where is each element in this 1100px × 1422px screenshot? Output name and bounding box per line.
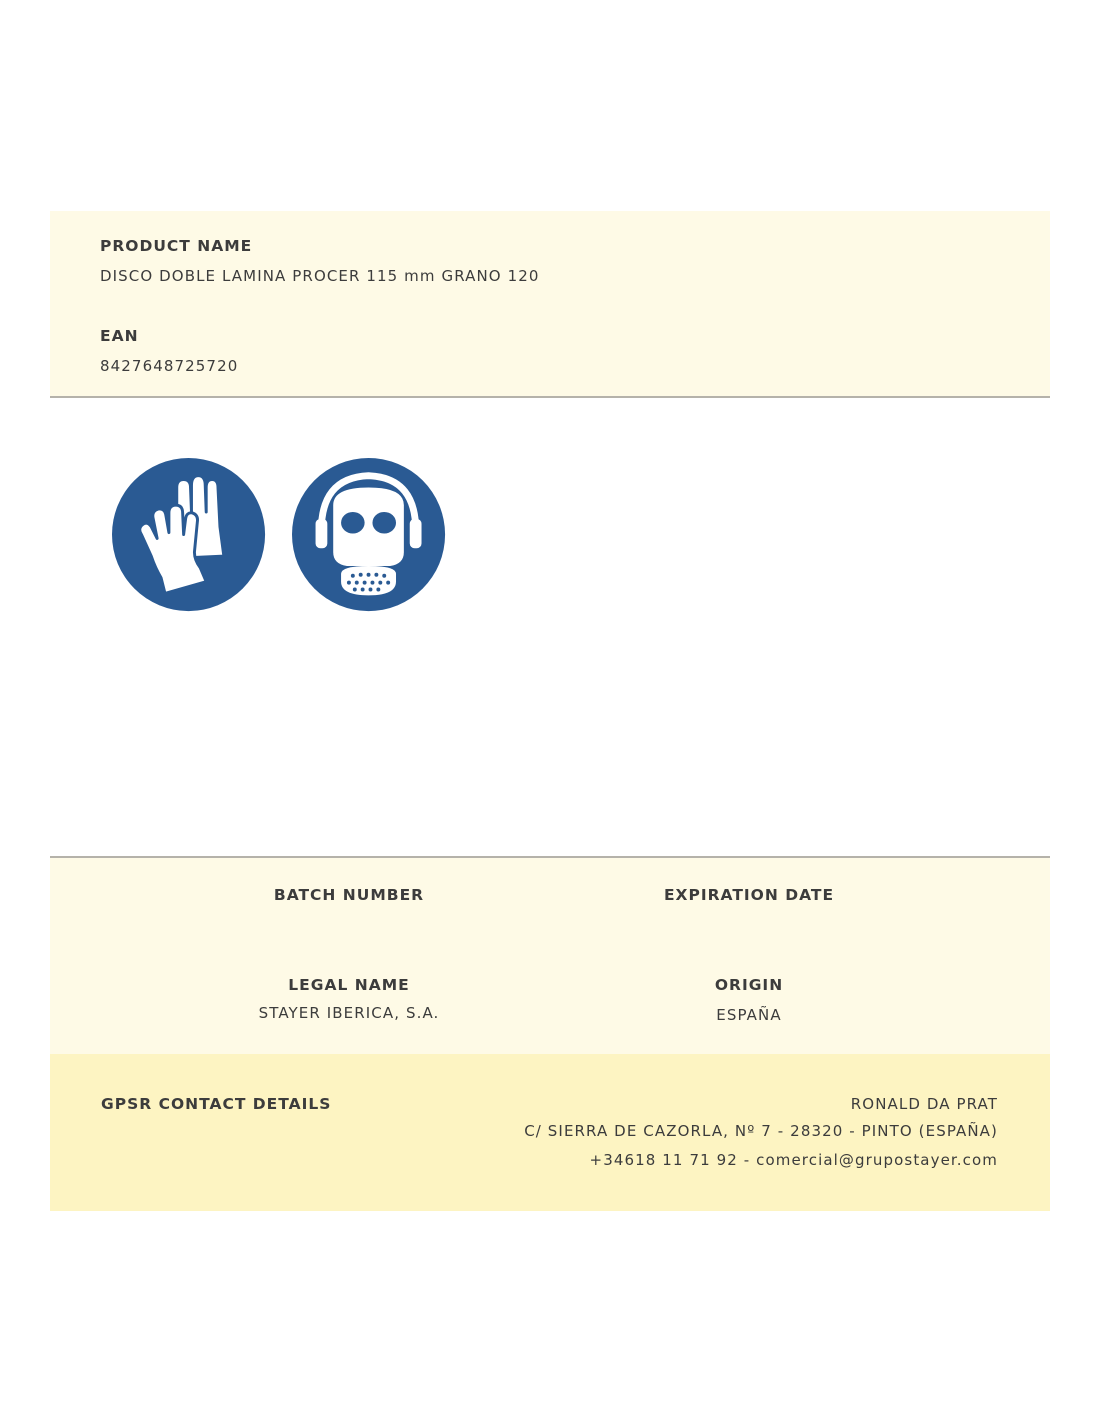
gpsr-contact-panel	[50, 1054, 1050, 1211]
origin-label: ORIGIN	[714, 976, 784, 994]
legal-name-value: STAYER IBERICA, S.A.	[258, 1004, 440, 1022]
expiration-date-label: EXPIRATION DATE	[663, 886, 835, 904]
ean-label: EAN	[100, 327, 139, 345]
contact-name: RONALD DA PRAT	[850, 1095, 998, 1113]
respirator-mask-icon	[292, 458, 449, 615]
contact-address: C/ SIERRA DE CAZORLA, Nº 7 - 28320 - PINTO (ESPAÑA)	[524, 1122, 998, 1140]
legal-name-label: LEGAL NAME	[288, 976, 410, 994]
product-info-panel	[50, 211, 1050, 398]
product-name-label: PRODUCT NAME	[100, 237, 253, 255]
ean-value: 8427648725720	[100, 357, 239, 375]
batch-number-label: BATCH NUMBER	[273, 886, 425, 904]
safety-pictograms	[112, 458, 452, 618]
product-name-value: DISCO DOBLE LAMINA PROCER 115 mm GRANO 120	[100, 267, 540, 285]
lot-info-panel	[50, 856, 1050, 1056]
contact-phone-email: +34618 11 71 92 - comercial@grupostayer.com	[589, 1151, 998, 1169]
gpsr-contact-label: GPSR CONTACT DETAILS	[101, 1095, 332, 1113]
origin-value: ESPAÑA	[716, 1006, 782, 1024]
gloves-icon	[112, 458, 269, 615]
